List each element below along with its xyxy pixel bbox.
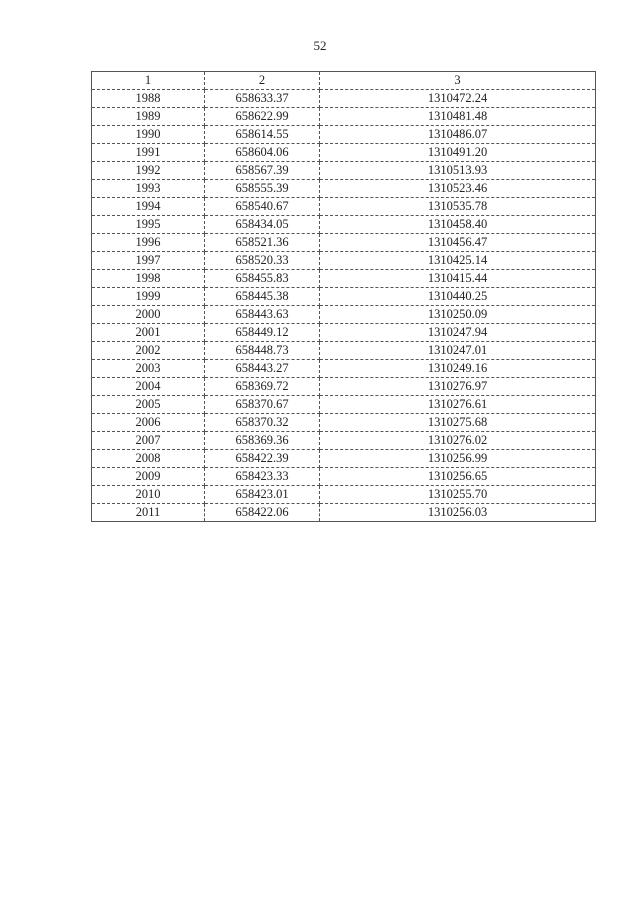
y-coordinate-cell: 1310523.46 [320, 180, 596, 198]
table-row [92, 432, 596, 450]
table-row [92, 234, 596, 252]
y-coordinate-cell: 1310275.68 [320, 414, 596, 432]
x-coordinate-cell: 658422.39 [205, 450, 320, 468]
x-coordinate-cell: 658445.38 [205, 288, 320, 306]
year-cell: 2005 [92, 396, 205, 414]
x-coordinate-cell: 658448.73 [205, 342, 320, 360]
x-coordinate-cell: 658423.33 [205, 468, 320, 486]
x-coordinate-cell: 658434.05 [205, 216, 320, 234]
x-coordinate-cell: 658633.37 [205, 90, 320, 108]
y-coordinate-cell: 1310256.99 [320, 450, 596, 468]
year-cell: 1997 [92, 252, 205, 270]
year-cell: 1996 [92, 234, 205, 252]
year-cell: 1989 [92, 108, 205, 126]
table-row [92, 468, 596, 486]
x-coordinate-cell: 658422.06 [205, 504, 320, 522]
x-coordinate-cell: 658622.99 [205, 108, 320, 126]
y-coordinate-cell: 1310440.25 [320, 288, 596, 306]
year-cell: 2007 [92, 432, 205, 450]
table-row [92, 252, 596, 270]
x-coordinate-cell: 658540.67 [205, 198, 320, 216]
x-coordinate-cell: 658604.06 [205, 144, 320, 162]
x-coordinate-cell: 658521.36 [205, 234, 320, 252]
year-cell: 1993 [92, 180, 205, 198]
y-coordinate-cell: 1310486.07 [320, 126, 596, 144]
x-coordinate-cell: 658520.33 [205, 252, 320, 270]
table-row [92, 360, 596, 378]
table-row [92, 414, 596, 432]
year-cell: 1995 [92, 216, 205, 234]
x-coordinate-cell: 658555.39 [205, 180, 320, 198]
table-row [92, 108, 596, 126]
year-cell: 2006 [92, 414, 205, 432]
x-coordinate-cell: 658614.55 [205, 126, 320, 144]
year-cell: 1998 [92, 270, 205, 288]
table-row [92, 342, 596, 360]
table-row [92, 198, 596, 216]
table-row [92, 180, 596, 198]
y-coordinate-cell: 1310425.14 [320, 252, 596, 270]
x-coordinate-cell: 658370.32 [205, 414, 320, 432]
column-header-3: 3 [320, 72, 596, 90]
year-cell: 1994 [92, 198, 205, 216]
table-row [92, 162, 596, 180]
column-header-1: 1 [92, 72, 205, 90]
y-coordinate-cell: 1310535.78 [320, 198, 596, 216]
year-cell: 2011 [92, 504, 205, 522]
y-coordinate-cell: 1310256.65 [320, 468, 596, 486]
y-coordinate-cell: 1310415.44 [320, 270, 596, 288]
data-table [91, 71, 596, 522]
table-row [92, 288, 596, 306]
x-coordinate-cell: 658455.83 [205, 270, 320, 288]
table-row [92, 270, 596, 288]
table-body [92, 90, 596, 522]
y-coordinate-cell: 1310256.03 [320, 504, 596, 522]
y-coordinate-cell: 1310247.01 [320, 342, 596, 360]
column-header-2: 2 [205, 72, 320, 90]
y-coordinate-cell: 1310276.61 [320, 396, 596, 414]
y-coordinate-cell: 1310249.16 [320, 360, 596, 378]
year-cell: 2000 [92, 306, 205, 324]
year-cell: 2002 [92, 342, 205, 360]
y-coordinate-cell: 1310247.94 [320, 324, 596, 342]
year-cell: 1992 [92, 162, 205, 180]
table-row [92, 396, 596, 414]
y-coordinate-cell: 1310481.48 [320, 108, 596, 126]
page-number: 52 [313, 38, 327, 53]
y-coordinate-cell: 1310276.02 [320, 432, 596, 450]
y-coordinate-cell: 1310276.97 [320, 378, 596, 396]
y-coordinate-cell: 1310250.09 [320, 306, 596, 324]
year-cell: 2010 [92, 486, 205, 504]
table-row [92, 378, 596, 396]
table-row [92, 144, 596, 162]
x-coordinate-cell: 658449.12 [205, 324, 320, 342]
year-cell: 2003 [92, 360, 205, 378]
y-coordinate-cell: 1310255.70 [320, 486, 596, 504]
y-coordinate-cell: 1310513.93 [320, 162, 596, 180]
table-header-row [92, 72, 596, 90]
table-row [92, 324, 596, 342]
x-coordinate-cell: 658423.01 [205, 486, 320, 504]
year-cell: 1988 [92, 90, 205, 108]
table-row [92, 504, 596, 522]
y-coordinate-cell: 1310491.20 [320, 144, 596, 162]
year-cell: 2001 [92, 324, 205, 342]
table-row [92, 486, 596, 504]
table-row [92, 216, 596, 234]
year-cell: 1990 [92, 126, 205, 144]
table-row [92, 90, 596, 108]
year-cell: 1991 [92, 144, 205, 162]
y-coordinate-cell: 1310472.24 [320, 90, 596, 108]
x-coordinate-cell: 658443.27 [205, 360, 320, 378]
table-row [92, 126, 596, 144]
year-cell: 1999 [92, 288, 205, 306]
x-coordinate-cell: 658567.39 [205, 162, 320, 180]
y-coordinate-cell: 1310456.47 [320, 234, 596, 252]
x-coordinate-cell: 658370.67 [205, 396, 320, 414]
x-coordinate-cell: 658443.63 [205, 306, 320, 324]
table-row [92, 450, 596, 468]
year-cell: 2009 [92, 468, 205, 486]
table-row [92, 306, 596, 324]
y-coordinate-cell: 1310458.40 [320, 216, 596, 234]
x-coordinate-cell: 658369.36 [205, 432, 320, 450]
x-coordinate-cell: 658369.72 [205, 378, 320, 396]
year-cell: 2008 [92, 450, 205, 468]
year-cell: 2004 [92, 378, 205, 396]
